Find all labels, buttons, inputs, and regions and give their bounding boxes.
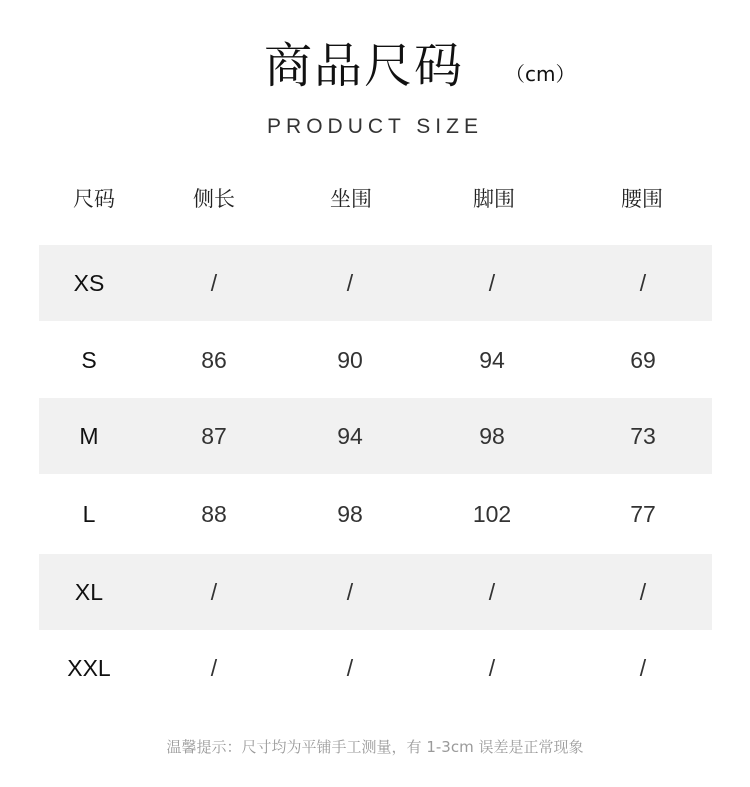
side-length-cell: 86: [201, 347, 227, 373]
waist-cell: 69: [630, 347, 656, 373]
table-row: [39, 554, 712, 630]
hip-cell: 94: [337, 423, 363, 449]
leg-opening-cell: 102: [472, 501, 512, 527]
waist-cell: 73: [630, 423, 656, 449]
hip-cell: 98: [337, 501, 363, 527]
leg-opening-cell: /: [488, 270, 496, 296]
waist-cell: /: [639, 270, 647, 296]
page-title: 商品尺码: [264, 38, 465, 94]
title-row: [0, 36, 750, 100]
size-cell: L: [82, 501, 96, 527]
table-row: [39, 476, 712, 552]
table-row: [39, 322, 712, 398]
page-subtitle: PRODUCT SIZE: [267, 115, 483, 138]
side-length-cell: /: [210, 579, 218, 605]
side-length-cell: /: [210, 655, 218, 681]
header-side-length: 侧长: [193, 187, 235, 211]
size-table-header: [0, 182, 750, 216]
table-row: [39, 245, 712, 321]
hip-cell: 90: [337, 347, 363, 373]
size-cell: M: [79, 423, 99, 449]
header-leg-opening: 脚围: [473, 187, 515, 211]
size-cell: XL: [74, 579, 104, 605]
side-length-cell: 88: [201, 501, 227, 527]
header-size: 尺码: [73, 187, 115, 211]
measurement-note: 温馨提示：尺寸均为平铺手工测量，有 1-3cm 误差是正常现象: [166, 738, 584, 756]
header-waist: 腰围: [621, 187, 663, 211]
waist-cell: /: [639, 655, 647, 681]
leg-opening-cell: /: [488, 655, 496, 681]
hip-cell: /: [346, 655, 354, 681]
leg-opening-cell: 98: [479, 423, 505, 449]
leg-opening-cell: 94: [479, 347, 505, 373]
side-length-cell: 87: [201, 423, 227, 449]
table-row: [39, 398, 712, 474]
hip-cell: /: [346, 579, 354, 605]
size-cell: S: [81, 347, 97, 373]
hip-cell: /: [346, 270, 354, 296]
size-cell: XS: [73, 270, 105, 296]
unit-label: （cm）: [505, 62, 576, 86]
side-length-cell: /: [210, 270, 218, 296]
size-cell: XXL: [67, 655, 111, 681]
table-row: [39, 630, 712, 706]
waist-cell: 77: [630, 501, 656, 527]
waist-cell: /: [639, 579, 647, 605]
leg-opening-cell: /: [488, 579, 496, 605]
header-hip: 坐围: [330, 187, 372, 211]
